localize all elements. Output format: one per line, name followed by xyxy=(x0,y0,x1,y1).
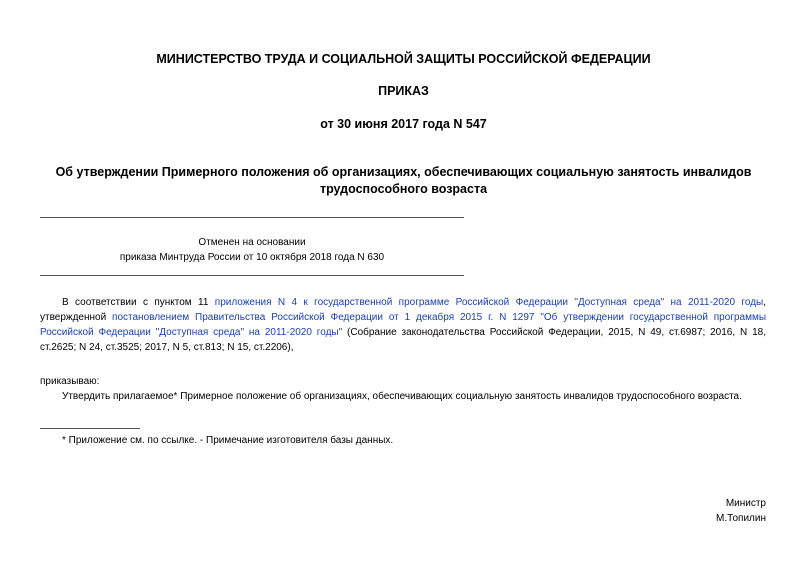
cancellation-note-line2: приказа Минтруда России от 10 октября 2018 года N 630 xyxy=(119,252,385,263)
signature-name: М.Топилин xyxy=(716,513,766,524)
ministry-name: МИНИСТЕРСТВО ТРУДА И СОЦИАЛЬНОЙ ЗАЩИТЫ РОССИЙСКОЙ ФЕДЕРАЦИИ xyxy=(156,52,651,66)
preamble-paragraph xyxy=(40,295,766,355)
footnote: * Приложение см. по ссылке. - Примечание изготовителя базы данных. xyxy=(62,435,394,446)
document-type: ПРИКАЗ xyxy=(378,84,429,98)
document-title: Об утверждении Примерного положения об организациях, обеспечивающих социальную занятость инвалидов трудоспособного возраста xyxy=(55,165,752,196)
footnote-divider xyxy=(40,428,140,429)
order-verb: приказываю: xyxy=(40,376,100,387)
signature-position: Министр xyxy=(725,498,766,509)
preamble-text-3: (Собрание законодательства Российской Федерации, 2015, N 49, ст.6987; 2016, N 18, ст.2625; N 24, ст.3525; 2017, N 5, ст.813; N 15, ст.2206), xyxy=(40,327,767,353)
preamble-text-1: В соответствии с пунктом 11 xyxy=(62,297,215,308)
order-item: Утвердить прилагаемое* Примерное положение об организациях, обеспечивающих социальную занятость инвалидов трудоспособного возраста. xyxy=(62,391,742,402)
cancellation-note-line1: Отменен на основании xyxy=(198,237,306,248)
divider-top xyxy=(40,217,464,218)
divider-bottom xyxy=(40,275,464,276)
link-government-resolution[interactable]: постановлением Правительства Российской Федерации от 1 декабря 2015 г. N 1297 "Об утверждении государственной программы Российской Федерации "Доступная среда" на 2011-2020 годы" xyxy=(40,312,767,338)
preamble-text-2: , утвержденной xyxy=(40,297,766,323)
link-appendix-4[interactable]: приложения N 4 к государственной программе Российской Федерации "Доступная среда" на 2011-2020 годы xyxy=(214,297,764,308)
document-date: от 30 июня 2017 года N 547 xyxy=(320,117,487,131)
